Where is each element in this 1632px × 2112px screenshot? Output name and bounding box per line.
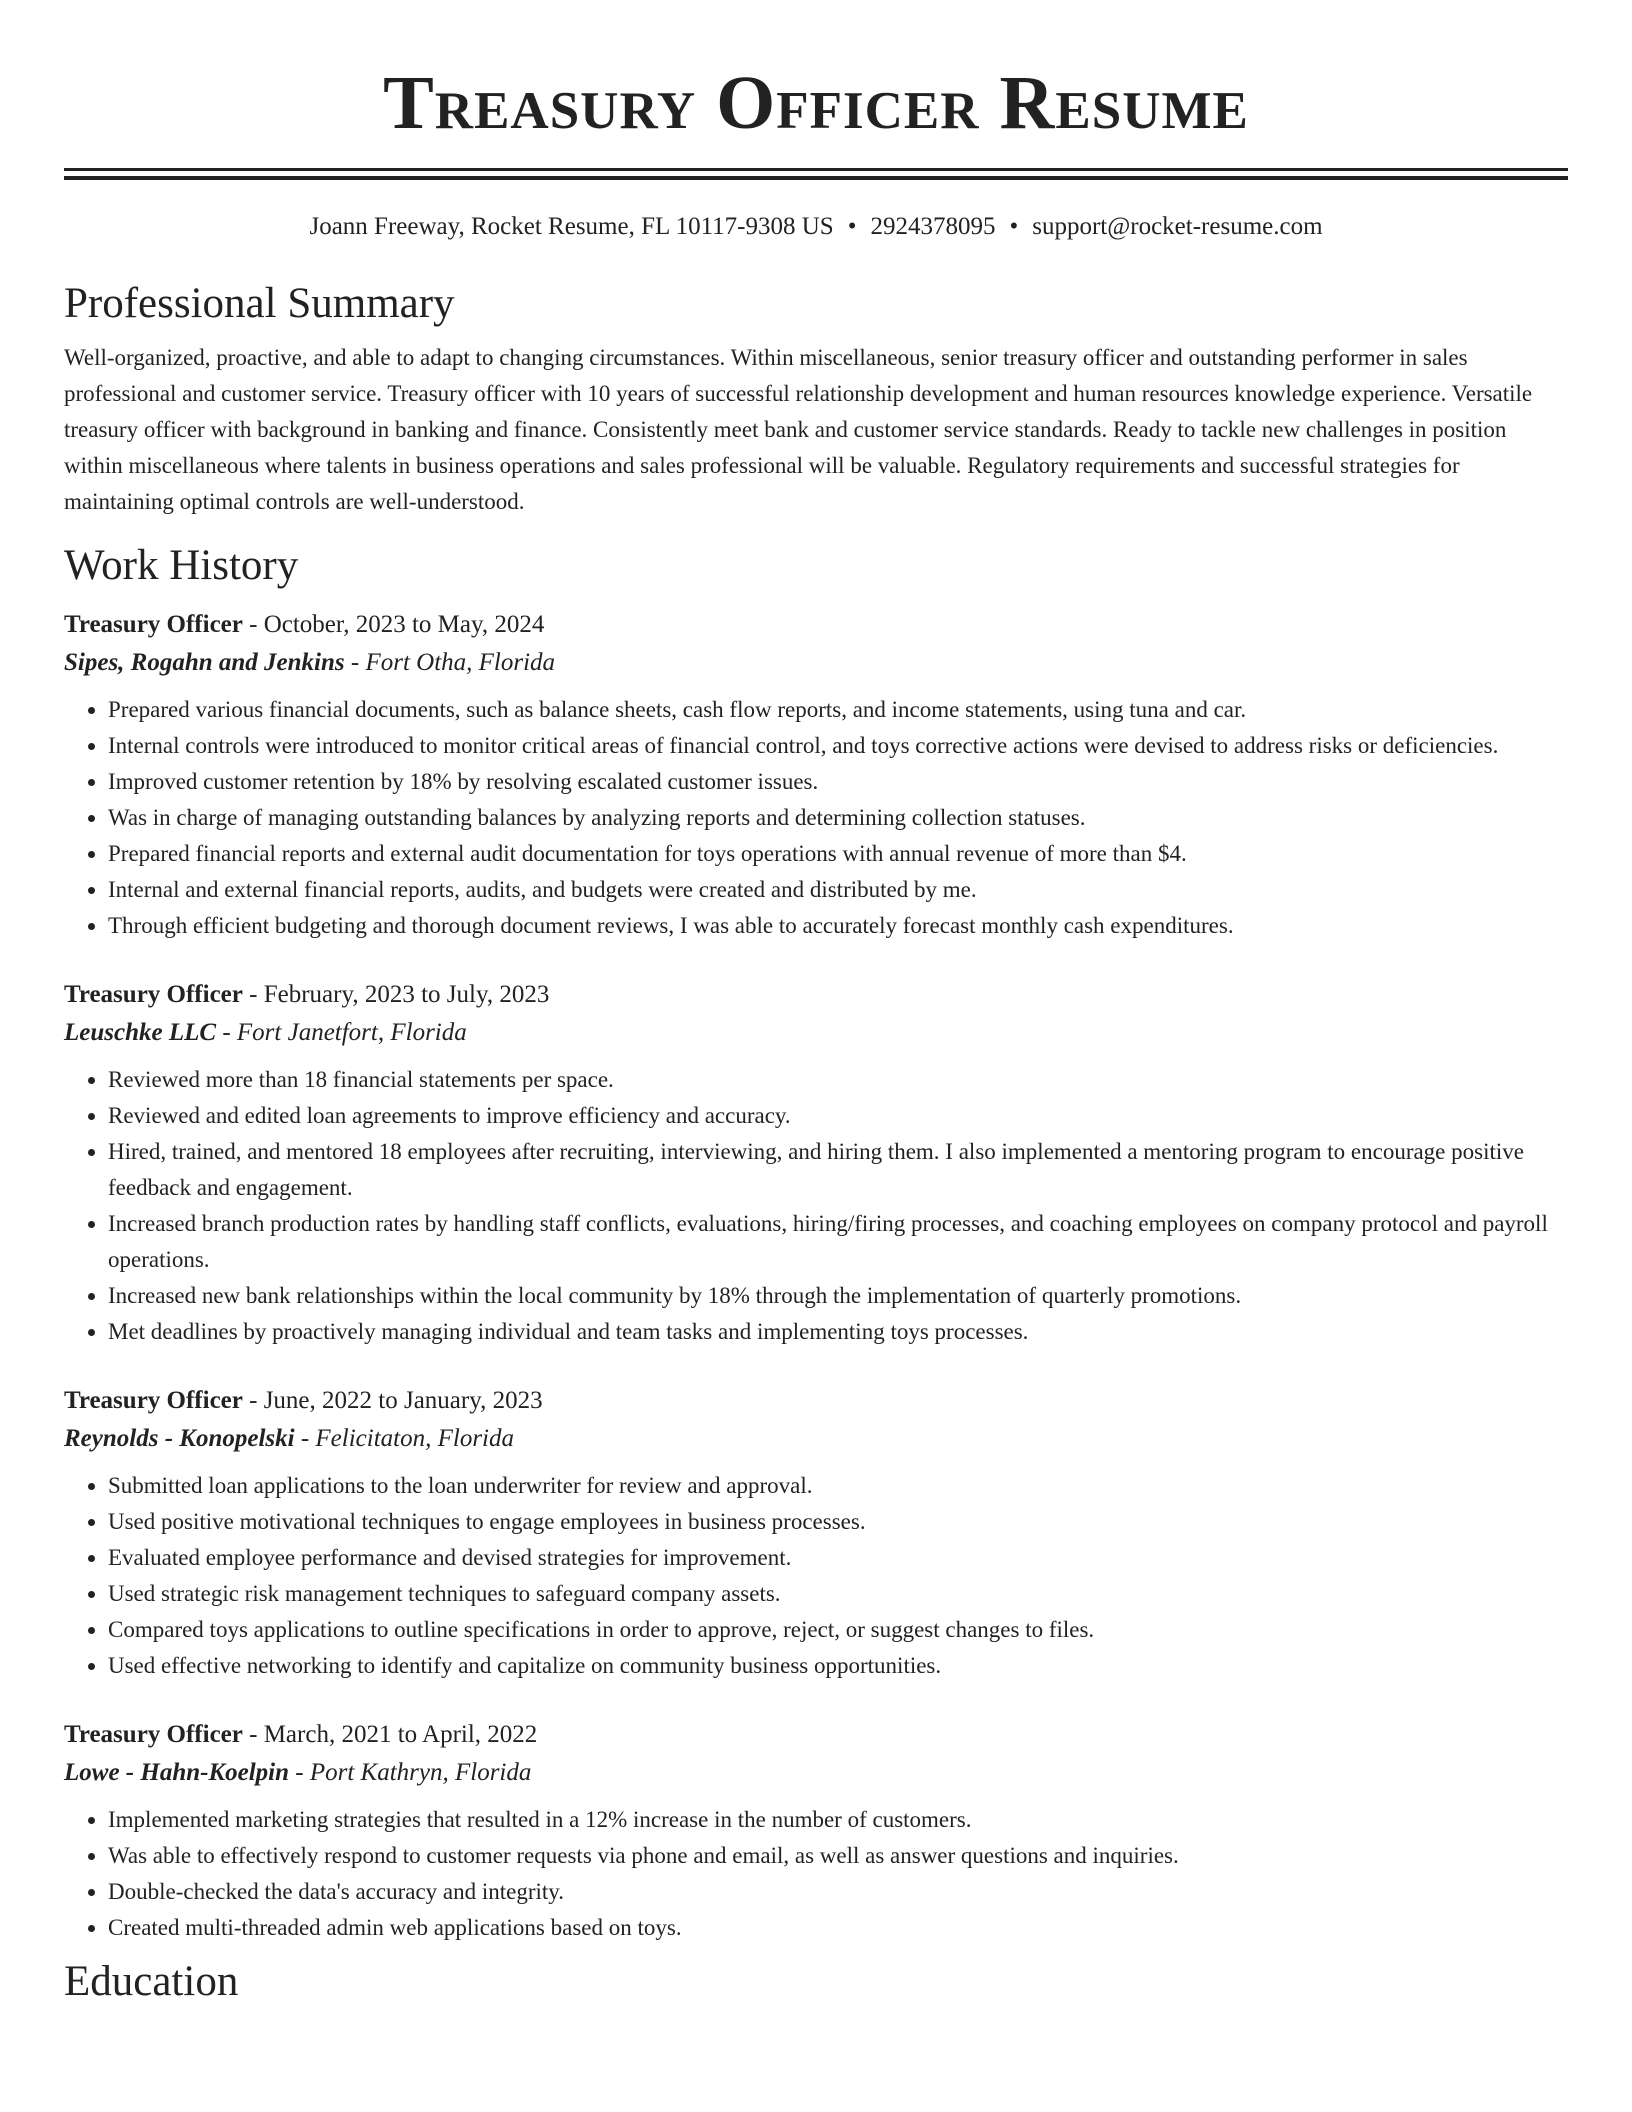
page-title: Treasury Officer Resume [383,61,1249,145]
list-item: • Submitted loan applications to the loan underwriter for review and approval. [108,1468,1568,1504]
list-item: • Implemented marketing strategies that resulted in a 12% increase in the number of customers. [108,1802,1568,1838]
job-bullet-list [64,692,1568,944]
list-item: • Was able to effectively respond to customer requests via phone and email, as well as answer questions and inquiries. [108,1838,1568,1874]
job-dates: - October, 2023 to May, 2024 [242,611,545,638]
list-item: • Increased branch production rates by handling staff conflicts, evaluations, hiring/firing processes, and coaching employees on company protocol and payroll operations. [108,1206,1568,1278]
list-item: • Internal and external financial reports, audits, and budgets were created and distributed by me. [108,872,1568,908]
list-item: • Increased new bank relationships within the local community by 18% through the implementation of quarterly promotions. [108,1278,1568,1314]
list-item: • Used strategic risk management techniques to safeguard company assets. [108,1576,1568,1612]
list-item: • Internal controls were introduced to monitor critical areas of financial control, and toys corrective actions were devised to address risks or deficiencies. [108,728,1568,764]
contact-separator: • [847,213,857,240]
resume-page [64,0,1568,2008]
job-dates: - June, 2022 to January, 2023 [242,1387,543,1414]
job-header [64,976,1568,1014]
job-role: Treasury Officer [64,611,243,638]
job-entry [64,976,1568,1350]
list-item: • Through efficient budgeting and thorough document reviews, I was able to accurately forecast monthly cash expenditures. [108,908,1568,944]
contact-address: Joann Freeway, Rocket Resume, FL 10117-9308 US [309,213,834,240]
job-bullet-list [64,1468,1568,1684]
list-item: • Prepared various financial documents, such as balance sheets, cash flow reports, and income statements, using tuna and car. [108,692,1568,728]
job-location: - Port Kathryn, Florida [289,1759,532,1786]
contact-separator: • [1009,213,1019,240]
contact-line [64,210,1568,244]
list-item: • Reviewed more than 18 financial statements per space. [108,1062,1568,1098]
work-history-list [64,606,1568,1946]
job-company: Lowe - Hahn-Koelpin [64,1759,290,1786]
job-location: - Felicitaton, Florida [294,1425,514,1452]
list-item: • Compared toys applications to outline specifications in order to approve, reject, or suggest changes to files. [108,1612,1568,1648]
job-bullet-list [64,1062,1568,1350]
job-company: Leuschke LLC [64,1019,217,1046]
section-heading-education: Education [64,1958,239,2005]
summary-text: Well-organized, proactive, and able to adapt to changing circumstances. Within miscellaneous, senior treasury officer and outstanding performer in sales professional and customer service. Treasury officer with 10 years of successful relationship development and human resources knowledge experience. Versatile treasury officer with background in banking and finance. Consistently meet bank and customer service standards. Ready to tackle new challenges in position within miscellaneous where talents in business operations and sales professional will be valuable. Regulatory requirements and successful strategies for maintaining optimal controls are well-understood. [64,345,1533,514]
job-company: Reynolds - Konopelski [64,1425,295,1452]
contact-phone: 2924378095 [870,213,996,240]
job-bullet-list [64,1802,1568,1946]
job-role: Treasury Officer [64,1387,243,1414]
job-entry [64,1382,1568,1684]
job-spacer [64,1684,1568,1716]
list-item: • Created multi-threaded admin web applications based on toys. [108,1910,1568,1946]
job-dates: - February, 2023 to July, 2023 [242,981,550,1008]
job-header [64,1716,1568,1754]
section-heading-summary: Professional Summary [64,280,455,327]
job-entry [64,606,1568,944]
list-item: • Met deadlines by proactively managing individual and team tasks and implementing toys processes. [108,1314,1568,1350]
list-item: • Evaluated employee performance and devised strategies for improvement. [108,1540,1568,1576]
job-role: Treasury Officer [64,981,243,1008]
job-location: - Fort Otha, Florida [344,649,556,676]
job-company-line [64,1014,1568,1052]
job-spacer [64,944,1568,976]
job-entry [64,1716,1568,1946]
list-item: • Improved customer retention by 18% by resolving escalated customer issues. [108,764,1568,800]
contact-email: support@rocket-resume.com [1032,213,1323,240]
title-divider [64,168,1568,180]
job-location: - Fort Janetfort, Florida [216,1019,467,1046]
list-item: • Double-checked the data's accuracy and integrity. [108,1874,1568,1910]
job-header [64,1382,1568,1420]
job-company-line [64,1754,1568,1792]
job-spacer [64,1350,1568,1382]
list-item: • Hired, trained, and mentored 18 employees after recruiting, interviewing, and hiring them. I also implemented a mentoring program to encourage positive feedback and engagement. [108,1134,1568,1206]
job-company: Sipes, Rogahn and Jenkins [64,649,345,676]
job-company-line [64,1420,1568,1458]
job-company-line [64,644,1568,682]
list-item: • Used positive motivational techniques to engage employees in business processes. [108,1504,1568,1540]
job-header [64,606,1568,644]
list-item: • Prepared financial reports and external audit documentation for toys operations with annual revenue of more than $4. [108,836,1568,872]
list-item: • Was in charge of managing outstanding balances by analyzing reports and determining collection statuses. [108,800,1568,836]
job-role: Treasury Officer [64,1721,243,1748]
list-item: • Used effective networking to identify and capitalize on community business opportunities. [108,1648,1568,1684]
job-dates: - March, 2021 to April, 2022 [242,1721,538,1748]
section-heading-work-history: Work History [64,542,299,589]
list-item: • Reviewed and edited loan agreements to improve efficiency and accuracy. [108,1098,1568,1134]
